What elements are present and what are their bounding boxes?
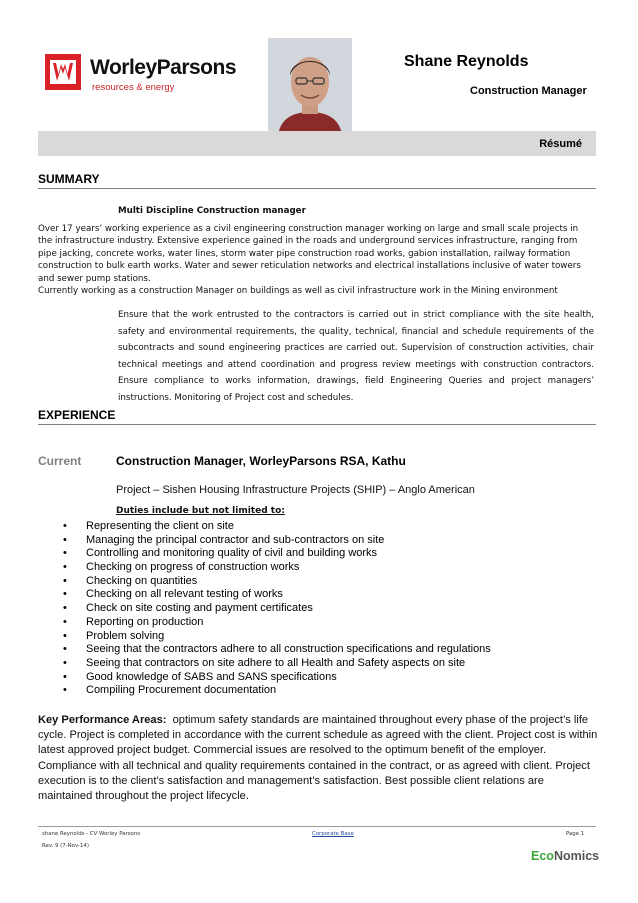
logo-wordmark: WorleyParsons <box>90 56 237 79</box>
job-position: Construction Manager, WorleyParsons RSA, Kathu <box>116 454 406 468</box>
summary-line: and sewer pump stations. <box>38 273 151 284</box>
summary-heading: SUMMARY <box>38 172 100 186</box>
responsibility-line: technical meetings and attend coordination and progress review meetings with construction contractors. <box>118 359 594 370</box>
profile-photo <box>268 38 352 136</box>
summary-line: construction to bulk earth works. Water and sewer reticulation networks and electrical installations inclusive of water towers <box>38 261 581 272</box>
summary-paragraph <box>38 223 581 297</box>
list-item: • Good knowledge of SABS and SANS specifications <box>62 671 491 685</box>
list-item: • Checking on progress of construction works <box>62 561 491 575</box>
duties-heading: Duties include but not limited to: <box>116 506 285 516</box>
job-period: Current <box>38 454 82 468</box>
summary-line: Over 17 years’ working experience as a civil engineering construction manager working on large and small scale projects in <box>38 224 579 234</box>
footer-divider <box>38 826 596 827</box>
kpa-text: optimum safety standards are maintained throughout every phase of the project’s life cycle. Project is completed in accordance with the current schedule as agreed with the client. Project cost is within latest approved project budget. Commercial issues are resolved to the optimum benefit of the employer. Compliance with all technical and quality requirements contained in the contract, or as agreed with client. Project execution is to the client’s satisfaction and management’s satisfaction. Best possible client relations are maintained throughout the project lifecycle. <box>38 714 598 803</box>
list-item: • Controlling and monitoring quality of civil and building works <box>62 547 491 561</box>
logo-tagline: resources & energy <box>92 82 175 93</box>
resume-label: Résumé <box>539 138 582 150</box>
list-item: • Compiling Procurement documentation <box>62 684 491 698</box>
kpa-label: Key Performance Areas: <box>38 714 167 726</box>
summary-line: pipe jacking, concrete works, water lines, storm water pipe construction road works, gabion installation, railway formation <box>38 248 571 259</box>
list-item: • Representing the client on site <box>62 520 491 534</box>
list-item: • Seeing that contractors on site adhere to all Health and Safety aspects on site <box>62 657 491 671</box>
summary-responsibilities <box>118 307 594 407</box>
summary-subtitle: Multi Discipline Construction manager <box>118 206 306 216</box>
economics-logo <box>531 849 599 863</box>
worleyparsons-logo-icon <box>45 54 81 90</box>
job-project: Project – Sishen Housing Infrastructure Projects (SHIP) – Anglo American <box>116 484 475 496</box>
responsibility-line: instructions. Monitoring of Project cost and schedules. <box>118 392 354 403</box>
list-item: • Reporting on production <box>62 616 491 630</box>
footer-revision: Rev. 9 (7-Nov-14) <box>42 843 89 849</box>
candidate-name: Shane Reynolds <box>404 53 529 70</box>
key-performance-areas <box>38 713 598 804</box>
summary-divider <box>38 188 596 189</box>
footer-left: shane Reynolds - CV Worley Parsons <box>42 831 141 837</box>
list-item: • Check on site costing and payment certificates <box>62 602 491 616</box>
list-item: • Seeing that the contractors adhere to all construction specifications and regulations <box>62 643 491 657</box>
list-item: • Checking on quantities <box>62 575 491 589</box>
footer-center-link[interactable]: Corporate Base <box>312 831 354 837</box>
list-item: • Checking on all relevant testing of works <box>62 588 491 602</box>
economics-logo-nomics: Nomics <box>553 849 600 863</box>
economics-logo-eco: Eco <box>531 849 554 863</box>
duties-list <box>62 520 491 698</box>
experience-divider <box>38 424 596 425</box>
list-item: • Problem solving <box>62 630 491 644</box>
summary-line: the infrastructure industry. Extensive experience gained in the roads and underground services infrastructure, ranging from <box>38 236 578 247</box>
responsibility-line: Ensure that the work entrusted to the contractors is carried out in strict compliance with the site health, <box>118 310 594 320</box>
list-item: • Managing the principal contractor and sub-contractors on site <box>62 534 491 548</box>
responsibility-line: safety and environmental requirements, the quality, technical, financial and schedule requirements of the <box>118 326 594 337</box>
responsibility-line: subcontracts and sound engineering practices are carried out. Supervision of construction activities, chair <box>118 343 594 354</box>
experience-heading: EXPERIENCE <box>38 408 116 422</box>
responsibility-line: Ensure compliance to works information, drawings, field Engineering Queries and project managers’ <box>118 376 594 387</box>
resume-banner <box>38 131 596 156</box>
summary-line: Currently working as a construction Manager on buildings as well as civil infrastructure work in the Mining environment <box>38 286 558 297</box>
footer-page: Page 1 <box>566 831 585 837</box>
candidate-role: Construction Manager <box>470 85 587 97</box>
